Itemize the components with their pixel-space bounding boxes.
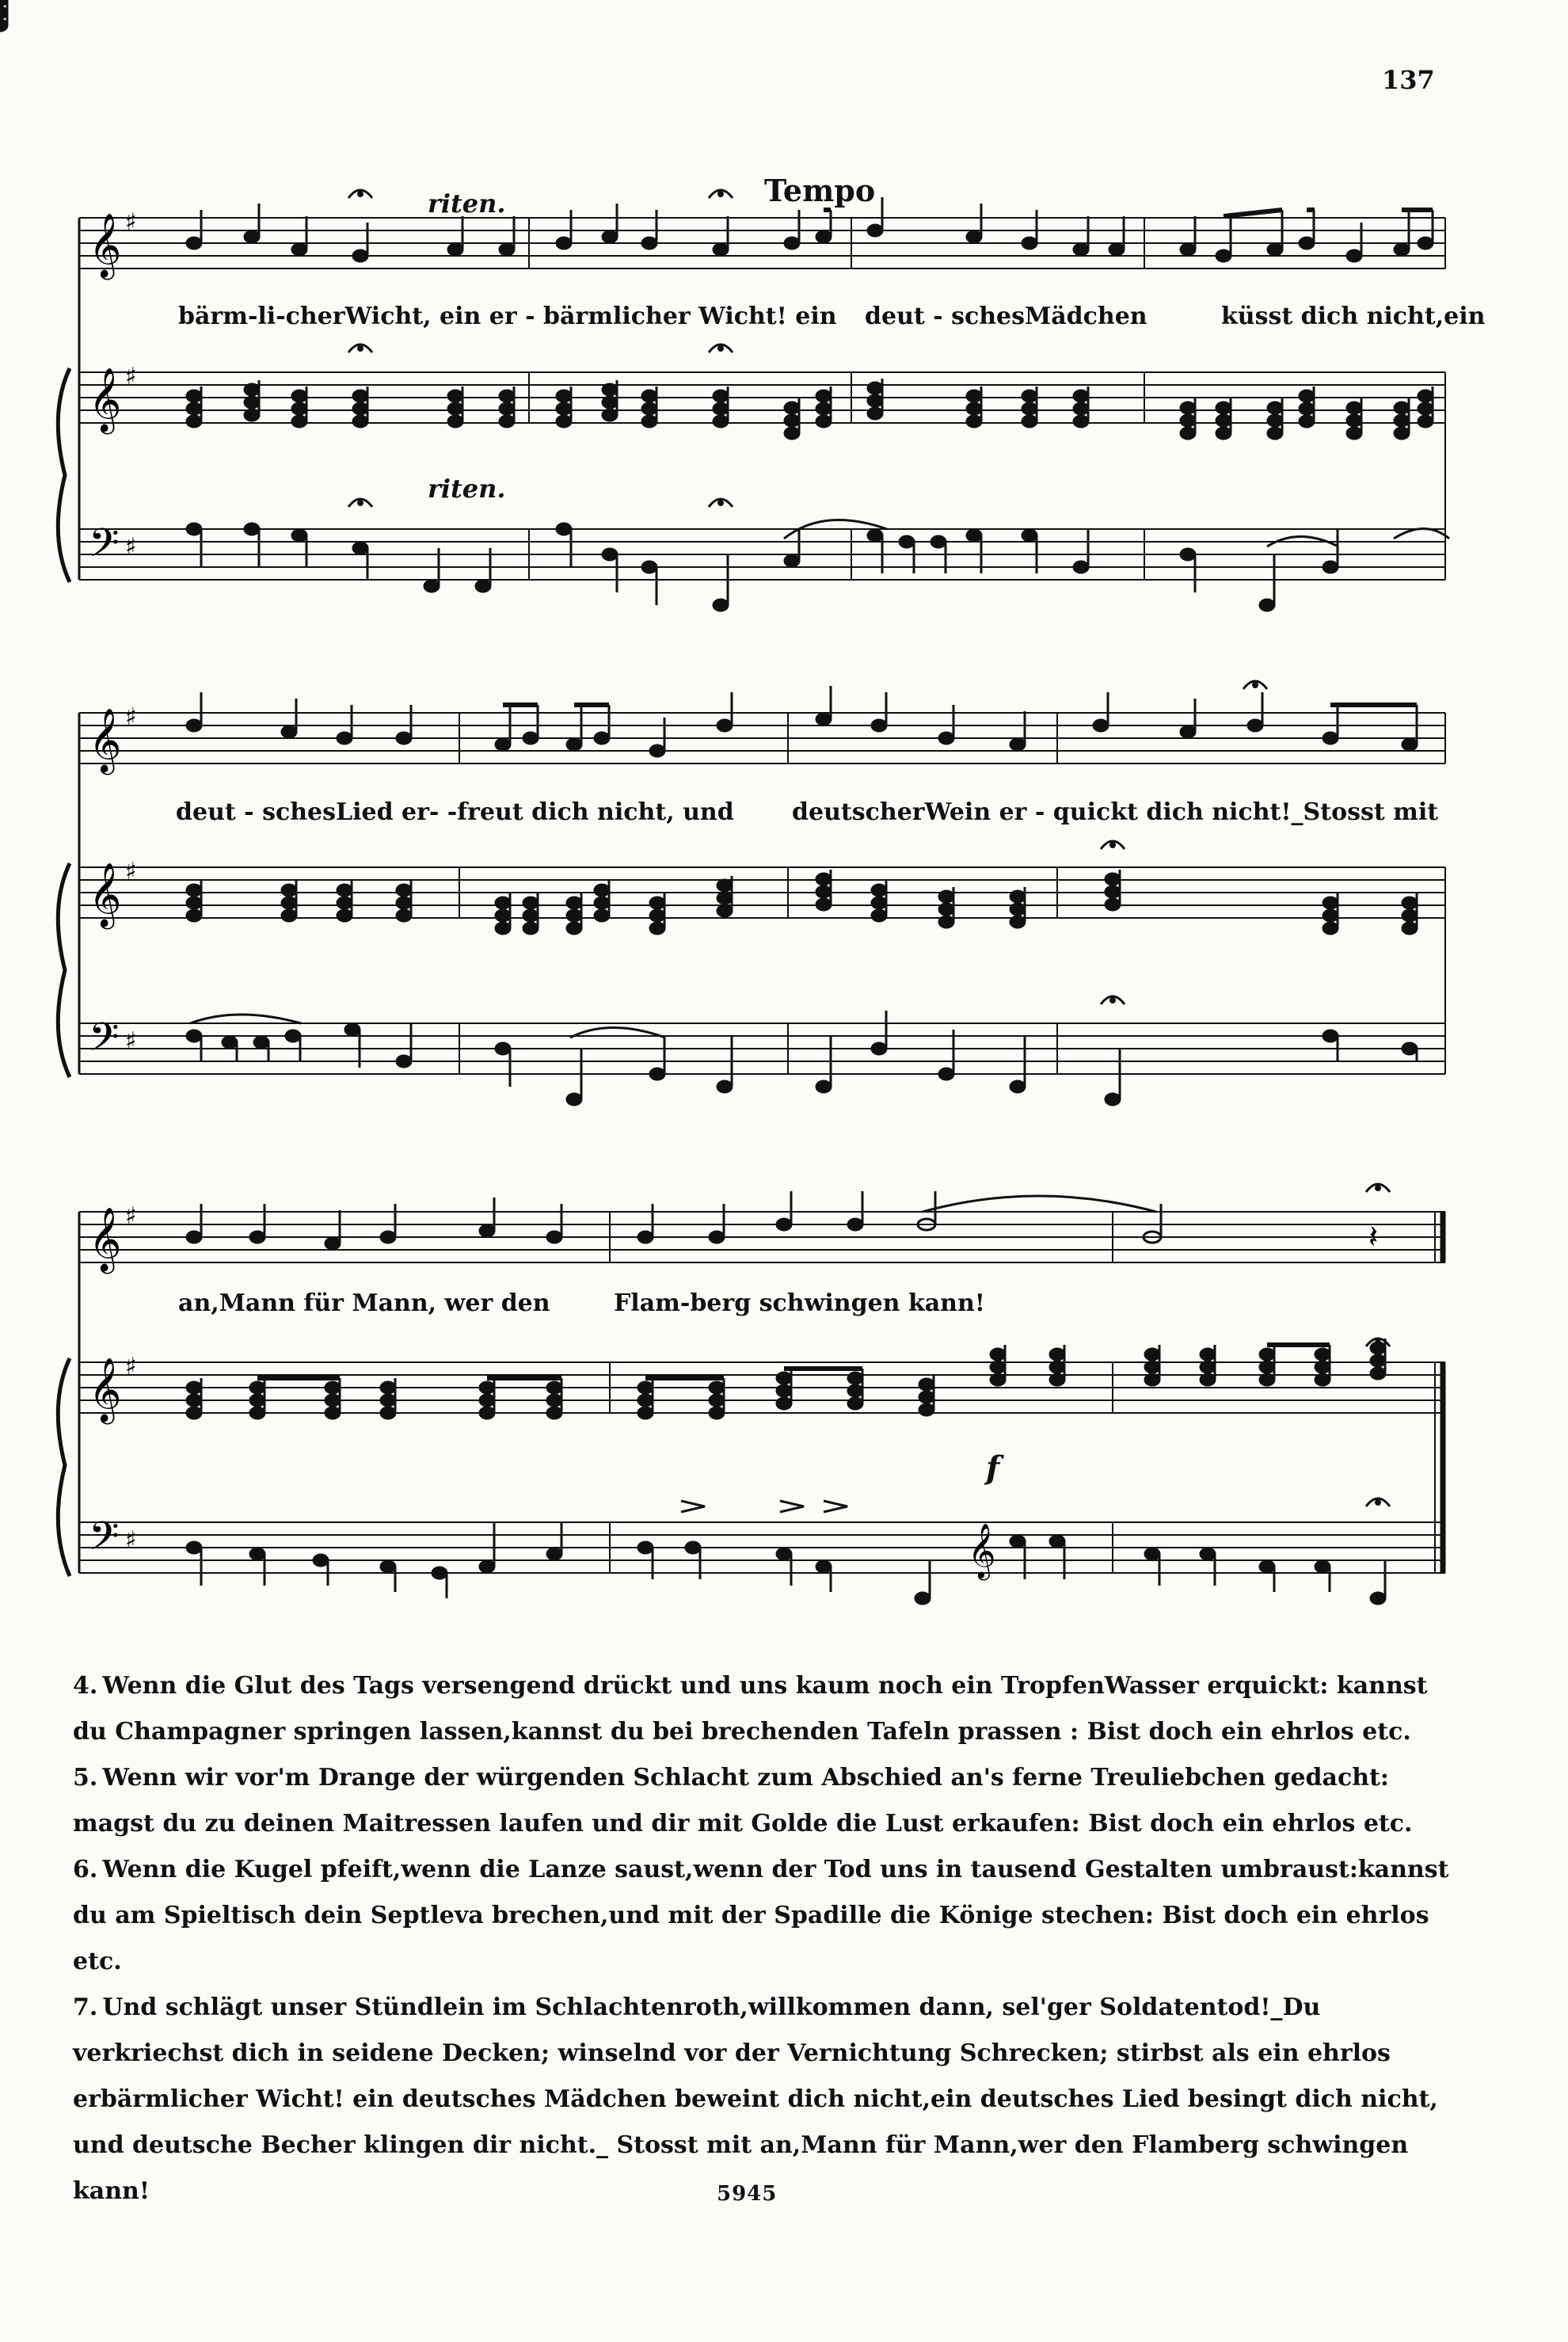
riten-marking-voice: riten. [428, 189, 506, 219]
svg-text:𝄞: 𝄞 [89, 212, 122, 277]
lyrics-line: deut - schesLied er- -freut dich nicht, und [176, 798, 734, 826]
svg-text:♯: ♯ [125, 363, 137, 390]
svg-text:𝄞: 𝄞 [89, 1357, 122, 1422]
svg-text:♯: ♯ [125, 1027, 137, 1055]
svg-text:♯: ♯ [125, 1353, 137, 1380]
page-number: 137 [1382, 65, 1435, 95]
lyrics-line: küsst dich nicht,ein [1221, 303, 1486, 330]
lyrics-line: deut - schesMädchen [865, 303, 1147, 330]
svg-text:♯: ♯ [125, 1202, 137, 1230]
riten-marking-piano: riten. [428, 474, 506, 504]
lyrics-line: Flam-berg schwingen kann! [614, 1289, 985, 1317]
additional-verses [73, 1663, 1451, 2214]
svg-text:♯: ♯ [125, 533, 137, 561]
verse-7: 7. Und schlägt unser Stündlein im Schlachtenroth,willkommen dann, sel'ger Soldatentod!_Du verkriechst dich in seidene Decken; winselnd vor der Vernichtung Schrecken; stirbst als ein ehrlos erbärmlicher Wicht! ein deutsches Mädchen beweint dich nicht,ein deutsches Lied besingt dich nicht, und deutsche Becher klingen dir nicht._ Stosst mit an,Mann für Mann,wer den Flamberg schwingen kann! [73, 1994, 1438, 2205]
forte-marking: f [986, 1449, 1000, 1487]
plate-number: 5945 [717, 2182, 778, 2206]
system-2-staves [58, 681, 1445, 1105]
svg-text:𝄞: 𝄞 [89, 707, 122, 772]
lyrics-line: bärm-li-cherWicht, ein er - bärmlicher Wicht! ein [178, 303, 837, 330]
svg-text:♯: ♯ [125, 1526, 137, 1554]
svg-text:♯: ♯ [125, 208, 137, 236]
svg-text:♯: ♯ [125, 858, 137, 885]
svg-text:𝄞: 𝄞 [968, 1523, 996, 1578]
svg-text:𝄢: 𝄢 [89, 1015, 120, 1070]
tempo-marking: Tempo [764, 173, 876, 208]
svg-text:𝄽: 𝄽 [1368, 1219, 1379, 1255]
verse-5: 5. Wenn wir vor'm Drange der würgenden Schlacht zum Abschied an's ferne Treuliebchen gedacht: magst du zu deinen Maitressen laufen und dir mit Golde die Lust erkaufen: Bist doch ein ehrlos etc. [73, 1764, 1413, 1837]
svg-text:𝄞: 𝄞 [89, 1206, 122, 1271]
system-3-staves [58, 1184, 1445, 1604]
svg-text:𝄢: 𝄢 [89, 520, 120, 576]
svg-text:𝄞: 𝄞 [89, 367, 122, 432]
lyrics-line: deutscherWein er - quickt dich nicht!_Stosst mit [792, 798, 1439, 826]
svg-text:𝄢: 𝄢 [89, 1514, 120, 1569]
verse-4: 4. Wenn die Glut des Tags versengend drückt und uns kaum noch ein TropfenWasser erquickt: kannst du Champagner springen lassen,kannst du bei brechenden Tafeln prassen : Bist doch ein ehrlos etc. [73, 1672, 1428, 1746]
lyrics-line: an,Mann für Mann, wer den [178, 1289, 550, 1317]
svg-text:𝄞: 𝄞 [89, 862, 122, 927]
svg-text:♯: ♯ [125, 703, 137, 731]
verse-6: 6. Wenn die Kugel pfeift,wenn die Lanze saust,wenn der Tod uns in tausend Gestalten umbraust:kannst du am Spieltisch dein Septleva brechen,und mit der Spadille die Könige stechen: Bist doch ein ehrlos etc. [73, 1856, 1449, 1975]
